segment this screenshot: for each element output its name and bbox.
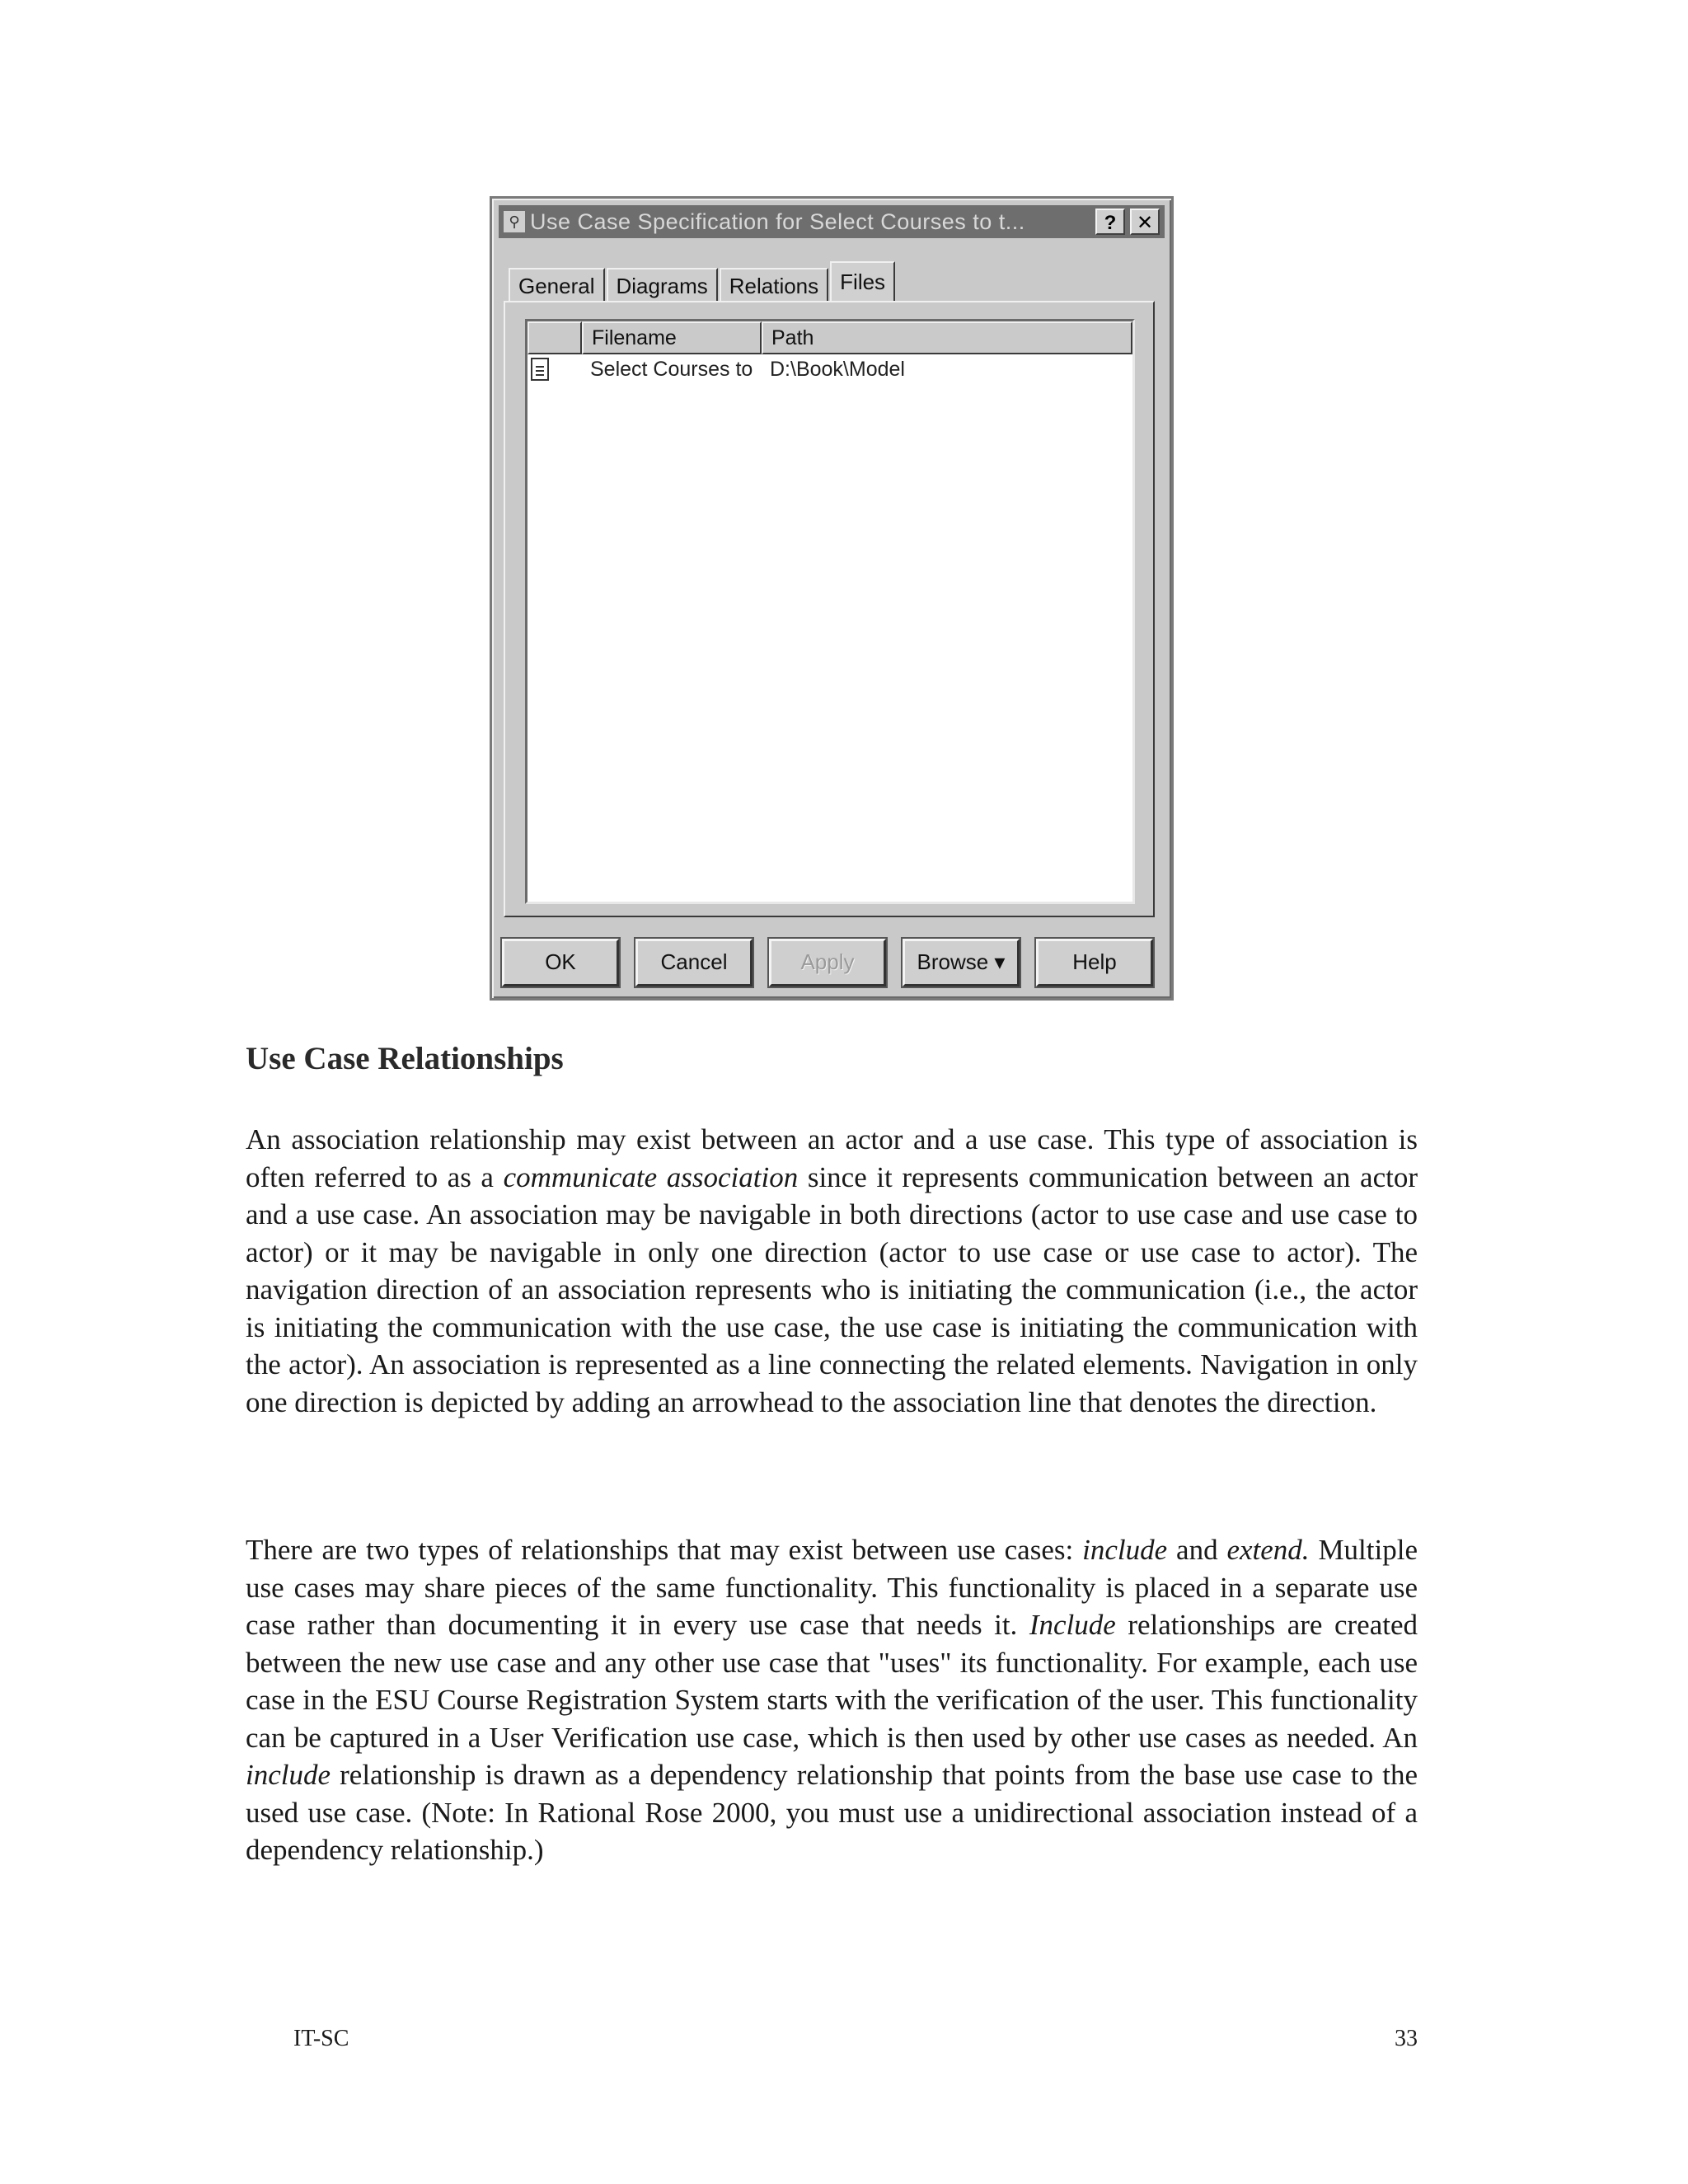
tab-general[interactable]: General [509, 268, 605, 301]
page-number: 33 [1395, 2026, 1418, 2051]
tab-strip [509, 261, 897, 301]
ok-button[interactable]: OK [502, 939, 619, 987]
cancel-button[interactable]: Cancel [635, 939, 753, 987]
dialog-titlebar[interactable] [499, 205, 1165, 238]
path-column-header[interactable]: Path [762, 321, 1132, 354]
files-list-header [528, 321, 1132, 354]
help-button[interactable]: Help [1036, 939, 1153, 987]
dialog-button-row [502, 939, 1153, 987]
paragraph-include-extend: There are two types of relationships that may exist between use cases: include and extend. Multiple use cases may share pieces of the same functionality. This functionality is placed in a separate use case rather than documenting it in every use case that needs it. Include relationships are created between the new use case and any other use case that "uses" its functionality. For example, each use case in the ESU Course Registration System starts with the verification of the user. This functionality can be captured in a User Verification use case, which is then used by other use cases as needed. An include relationship is drawn as a dependency relationship that points from the base use case to the used use case. (Note: In Rational Rose 2000, you must use a unidirectional association instead of a dependency relationship.) [246, 1534, 1418, 1866]
filename-column-header[interactable]: Filename [582, 321, 762, 354]
tab-relations[interactable]: Relations [720, 268, 828, 301]
tab-files[interactable]: Files [830, 261, 895, 302]
app-icon: ⚲ [504, 211, 525, 232]
row-path: D:\Book\Model [770, 357, 905, 381]
apply-button[interactable]: Apply [769, 939, 886, 987]
list-item[interactable] [528, 354, 1132, 384]
browse-button[interactable]: Browse ▾ [903, 939, 1020, 987]
row-filename: Select Courses to [590, 357, 753, 381]
files-tab-panel [504, 301, 1155, 917]
tab-diagrams[interactable]: Diagrams [607, 268, 718, 301]
help-title-button[interactable]: ? [1095, 209, 1125, 235]
footer-source: IT-SC [293, 2026, 349, 2051]
file-icon [531, 358, 549, 381]
paragraph-association: An association relationship may exist between an actor and a use case. This type of association is often referred to as a communicate association since it represents communication between an actor and a use case. An association may be navigable in both directions (actor to use case and use case to actor) or it may be navigable in only one direction (actor to use case or use case to actor). The navigation direction of an association represents who is initiating the communication (i.e., the actor is initiating the communication with the use case, the use case is initiating the communication with the actor). An association is represented as a line connecting the related elements. Navigation in only one direction is depicted by adding an arrowhead to the association line that denotes the direction. [246, 1123, 1418, 1418]
close-button[interactable]: ✕ [1130, 209, 1160, 235]
dialog-title: Use Case Specification for Select Courses to t... [530, 209, 1025, 234]
icon-column-header[interactable] [528, 321, 582, 354]
use-case-specification-dialog [490, 196, 1174, 1001]
section-heading: Use Case Relationships [246, 1041, 564, 1076]
files-list[interactable] [525, 319, 1135, 904]
